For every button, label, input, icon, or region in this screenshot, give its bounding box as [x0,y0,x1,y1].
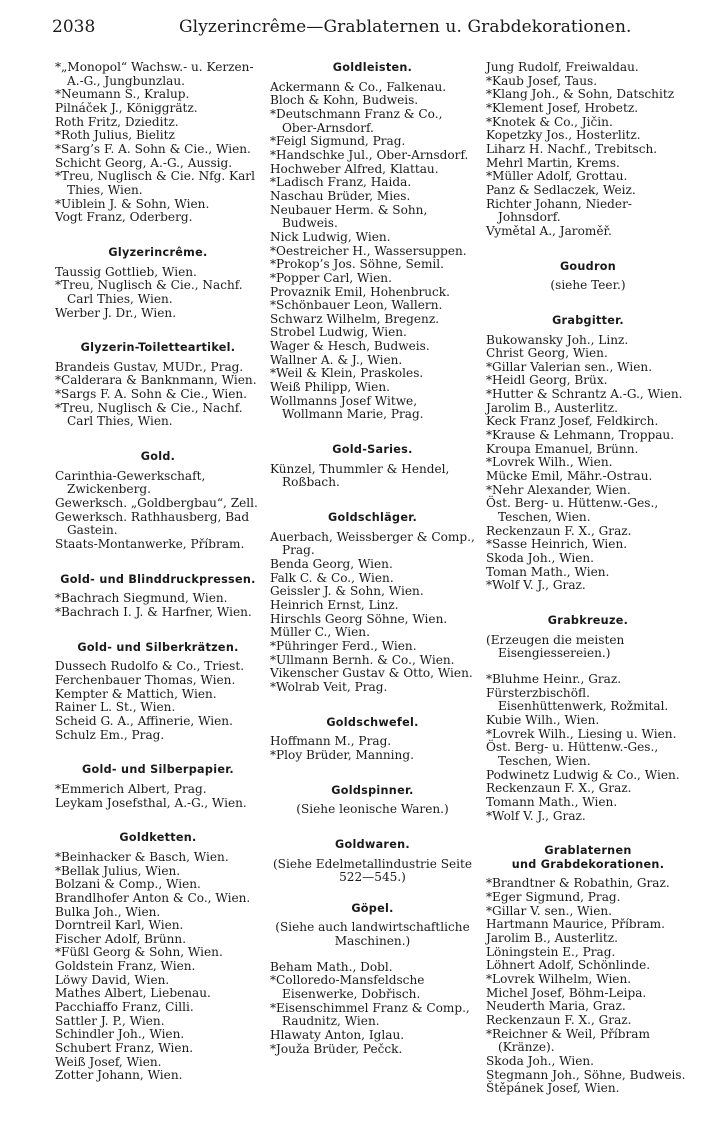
list-item: Ferchenbauer Thomas, Wien. [55,672,236,687]
list-item: Brandeis Gustav, MUDr., Prag. [55,359,244,374]
list-item: *Wolf V. J., Graz. [486,808,586,823]
list-item: *Gillar Valerian sen., Wien. [486,359,653,374]
list-item: *Handschke Jul., Ober-Arnsdorf. [270,147,469,162]
list-item: Schubert Franz, Wien. [55,1041,194,1056]
list-item: Schicht Georg, A.-G., Aussig. [55,155,233,170]
cross-reference-note: (siehe Teer.) [550,278,626,293]
list-item: *Treu, Nuglisch & Cie., Nachf. Carl Thies, Wien. [55,278,243,306]
list-item: Michel Josef, Böhm-Leipa. [486,985,647,1000]
list-item: Tomann Math., Wien. [486,794,618,809]
list-item: *Lovrek Wilhelm, Wien. [486,972,632,987]
list-item: *Klement Josef, Hrobetz. [486,100,639,115]
list-item: Dorntreil Karl, Wien. [55,918,184,933]
list-item: Zotter Johann, Wien. [55,1068,183,1083]
list-item: Richter Johann, Nieder-Johnsdorf. [486,196,632,225]
list-item: *Bluhme Heinr., Graz. [486,671,622,686]
list-item: Jung Rudolf, Freiwaldau. [486,60,639,74]
list-item: Hochweber Alfred, Klattau. [270,161,439,176]
list-item: *Prokop’s Jos. Söhne, Semil. [270,257,444,272]
section-heading-grabgitter: Grabgitter. [552,313,624,327]
running-head: Glyzerincrême—Grablaternen u. Grabdekorationen. [179,17,632,37]
list-item: *Pühringer Ferd., Wien. [270,638,417,653]
list-item: Jarolim B., Austerlitz. [486,931,618,946]
section-heading-goldleisten: Goldleisten. [332,61,413,74]
list-item: *Beinhacker & Basch, Wien. [55,849,229,864]
list-item: Keck Franz Josef, Feldkirch. [486,414,659,429]
list-item: Reckenzaun F. X., Graz. [486,523,632,538]
list-item: Dussech Rudolfo & Co., Triest. [55,659,245,674]
list-item: *Reichner & Weil, Příbram (Kränze). [486,1026,650,1055]
list-item: Löwy David, Wien. [55,972,170,987]
page-header [52,17,692,43]
list-item: *Weil & Klein, Praskoles. [270,366,424,381]
list-item: Goldstein Franz, Wien. [55,959,196,974]
list-item: *Sarg’s F. A. Sohn & Cie., Wien. [55,141,251,156]
section-heading-gold-blinddruckpressen: Gold- und Blinddruckpressen. [60,572,256,586]
list-item: *Kaub Josef, Taus. [486,73,598,88]
list-item: *Sargs F. A. Sohn & Cie., Wien. [55,387,248,402]
list-item: *Ploy Brüder, Manning. [270,747,414,762]
list-item: Öst. Berg- u. Hüttenw.-Ges., Teschen, Wien. [486,496,659,525]
list-item: *Gillar V. sen., Wien. [486,903,613,918]
list-item: Beham Math., Dobl. [270,959,393,974]
section-heading-goepel: Göpel. [351,901,394,915]
list-item: Reckenzaun F. X., Graz. [486,1013,632,1028]
list-item: Hartmann Maurice, Příbram. [486,917,665,932]
list-item: *Sasse Heinrich, Wien. [486,537,628,552]
section-heading-gold-silberpapier: Gold- und Silberpapier. [82,763,234,777]
section-heading-goldschwefel: Goldschwefel. [326,715,419,729]
list-item: *Uiblein J. & Sohn, Wien. [55,196,210,211]
section-heading-gold-saries: Gold-Saries. [332,443,413,457]
section-heading-grabdekorationen: und Grabdekorationen. [511,857,665,871]
list-item: *Krause & Lehmann, Troppau. [486,428,675,443]
list-item: Wallner A. & J., Wien. [270,352,403,367]
list-item: Mehrl Martin, Krems. [486,155,620,170]
section-heading-goldketten: Goldketten. [119,831,197,845]
section-heading-goldwaren: Goldwaren. [335,837,410,851]
list-item: *Lovrek Wilh., Liesing u. Wien. [486,726,677,741]
list-item: Kroupa Emanuel, Brünn. [486,441,639,456]
list-item: Naschau Brüder, Mies. [270,188,411,203]
list-item: Künzel, Thummler & Hendel, Roßbach. [270,461,450,490]
list-item: Mathes Albert, Liebenau. [55,986,211,1001]
list-item: Carinthia-Gewerkschaft, Zwickenberg. [55,468,206,497]
list-item: Roth Fritz, Dzieditz. [55,114,179,129]
list-item: Nick Ludwig, Wien. [270,229,391,244]
list-item: Štěpánek Josef, Wien. [486,1081,620,1096]
list-item: *Treu, Nuglisch & Cie. Nfg. Karl Thies, Wien. [55,169,255,197]
list-item: Scheid G. A., Affinerie, Wien. [55,713,233,728]
cross-reference-note: (Siehe Edelmetallindustrie Seite 522—545.) [272,856,473,885]
list-item: Wager & Hesch, Budweis. [270,339,430,354]
list-item: *Wolf V. J., Graz. [486,578,586,593]
list-item: *„Monopol“ Wachsw.- u. Kerzen-A.-G., Jungbunzlau. [55,60,254,88]
list-item: Auerbach, Weissberger & Comp., Prag. [270,529,475,558]
list-item: Heinrich Ernst, Linz. [270,597,399,612]
list-item: Stegmann Joh., Söhne, Budweis. [486,1067,686,1082]
list-item: Weiß Philipp, Wien. [270,380,390,395]
list-item: Fischer Adolf, Brünn. [55,931,187,946]
list-item: Taussig Gottlieb, Wien. [55,264,197,279]
list-item: *Oestreicher H., Wassersuppen. [270,243,467,258]
section-heading-goudron: Goudron [559,259,617,273]
list-item: Schindler Joh., Wien. [55,1027,185,1042]
list-item: *Eger Sigmund, Prag. [486,890,621,905]
list-item: Leykam Josefsthal, A.-G., Wien. [55,795,247,810]
cross-reference-note: (Erzeugen die meisten Eisengiessereien.) [486,632,625,661]
list-item: Mücke Emil, Mähr.-Ostrau. [486,469,653,484]
column-right [486,61,690,1096]
list-item: Sattler J. P., Wien. [55,1013,165,1028]
list-item: *Knotek & Co., Jičin. [486,114,613,129]
list-item: Gewerksch. Rathhausberg, Bad Gastein. [55,509,250,538]
list-item: Wollmanns Josef Witwe, Wollmann Marie, Prag. [270,393,424,422]
list-item: Werber J. Dr., Wien. [55,305,177,320]
section-heading-gold: Gold. [140,450,176,464]
list-item: *Hutter & Schrantz A.-G., Wien. [486,387,683,402]
list-item: Öst. Berg- u. Hüttenw.-Ges., Teschen, Wien. [486,740,659,768]
list-item: *Popper Carl, Wien. [270,270,392,285]
list-item: Bukowansky Joh., Linz. [486,332,629,347]
list-item: *Bachrach I. J. & Harfner, Wien. [55,605,252,619]
list-item: Schulz Em., Prag. [55,727,165,742]
list-item: Hirschls Georg Söhne, Wien. [270,611,448,626]
list-item: Gewerksch. „Goldbergbau“, Zell. [55,496,258,511]
list-item: Pacchiaffo Franz, Cilli. [55,1000,194,1015]
list-item: Neubauer Herm. & Sohn, Budweis. [270,202,428,231]
list-item: Hlawaty Anton, Iglau. [270,1028,405,1043]
list-item: Kopetzky Jos., Hosterlitz. [486,128,641,143]
list-item: *Wolrab Veit, Prag. [270,679,388,694]
column-middle [270,61,475,1056]
list-item: *Schönbauer Leon, Wallern. [270,298,443,313]
list-item: Falk C. & Co., Wien. [270,570,394,585]
list-item: *Calderara & Banknmann, Wien. [55,373,257,388]
list-item: Podwinetz Ludwig & Co., Wien. [486,767,680,782]
list-item: *Emmerich Albert, Prag. [55,781,207,796]
list-item: Skoda Joh., Wien. [486,1054,595,1068]
list-item: *Roth Julius, Bielitz [55,128,175,143]
list-item: *Müller Adolf, Grottau. [486,169,628,184]
list-item: Schwarz Wilhelm, Bregenz. [270,311,440,326]
list-item: *Bellak Julius, Wien. [55,863,181,878]
list-item: Toman Math., Wien. [486,564,610,579]
list-item: Christ Georg, Wien. [486,346,608,361]
list-item: Skoda Joh., Wien. [486,551,595,565]
list-item: Kempter & Mattich, Wien. [55,686,217,701]
list-item: *Eisenschimmel Franz & Comp., Raudnitz, Wien. [270,1000,470,1029]
list-item: Bolzani & Comp., Wien. [55,877,201,892]
list-item: *Ullmann Bernh. & Co., Wien. [270,652,455,667]
list-item: Benda Georg, Wien. [270,557,393,571]
list-item: Liharz H. Nachf., Trebitsch. [486,141,658,156]
list-item: Strobel Ludwig, Wien. [270,325,407,340]
list-item: *Neumann S., Kralup. [55,87,190,102]
list-item: Rainer L. St., Wien. [55,700,176,715]
section-heading-glyzerincreme: Glyzerincrême. [108,245,208,259]
list-item: *Lovrek Wilh., Wien. [486,455,613,470]
list-item: *Deutschmann Franz & Co., Ober-Arnsdorf. [270,106,443,135]
list-item: Geissler J. & Sohn, Wien. [270,584,424,599]
list-item: Löningstein E., Prag. [486,944,616,959]
list-item: Löhnert Adolf, Schönlinde. [486,958,651,973]
list-item: Ackermann & Co., Falkenau. [270,79,447,94]
list-item: Reckenzaun F. X., Graz. [486,781,632,796]
list-item: Vymětal A., Jaroměř. [486,223,612,238]
list-item: Hoffmann M., Prag. [270,734,392,749]
list-item: Panz & Sedlaczek, Weiz. [486,182,636,197]
list-item: Fürsterzbischöfl. Eisenhüttenwerk, Rožmital. [486,685,669,714]
list-item: Jarolim B., Austerlitz. [486,400,618,415]
list-item: Vikenscher Gustav & Otto, Wien. [270,666,473,681]
list-item: *Füßl Georg & Sohn, Wien. [55,945,223,960]
list-item: *Klang Joh., & Sohn, Datschitz [486,87,675,102]
cross-reference-note: (Siehe leonische Waren.) [296,802,449,817]
list-item: Weiß Josef, Wien. [55,1054,162,1069]
list-item: *Brandtner & Robathin, Graz. [486,876,670,891]
list-item: Kubie Wilh., Wien. [486,712,600,727]
list-item: Neuderth Maria, Graz. [486,999,626,1014]
section-heading-goldspinner: Goldspinner. [331,783,414,797]
section-heading-gold-silberkraetzen: Gold- und Silberkrätzen. [77,640,239,654]
list-item: *Ladisch Franz, Haida. [270,175,412,190]
section-heading-grabkreuze: Grabkreuze. [547,613,629,627]
list-item: Bulka Joh., Wien. [55,904,161,919]
column-left [55,61,261,1083]
list-item: Vogt Franz, Oderberg. [55,210,193,225]
list-item: *Treu, Nuglisch & Cie., Nachf. Carl Thies, Wien. [55,400,243,429]
list-item: Provaznik Emil, Hohenbruck. [270,284,450,299]
section-heading-glyzerin-toiletteartikel: Glyzerin-Toiletteartikel. [80,341,236,355]
page-number: 2038 [52,17,96,37]
list-item: Brandlhofer Anton & Co., Wien. [55,890,251,905]
section-heading-goldschlaeger: Goldschläger. [327,511,418,525]
list-item: *Colloredo-Mansfeldsche Eisenwerke, Dobřisch. [270,973,425,1002]
list-item: Müller C., Wien. [270,625,370,640]
cross-reference-note: (Siehe auch landwirtschaftliche Maschinen.) [275,920,470,949]
list-item: *Feigl Sigmund, Prag. [270,134,406,149]
list-item: *Bachrach Siegmund, Wien. [55,591,228,606]
entry-list [55,61,261,225]
list-item: Bloch & Kohn, Budweis. [270,93,419,108]
list-item: Pilnáček J., Königgrätz. [55,100,198,115]
section-heading-grablaternen: Grablaternen [544,844,632,858]
list-item: Staats-Montanwerke, Příbram. [55,537,245,552]
list-item: *Jouža Brüder, Pečck. [270,1041,403,1056]
list-item: *Nehr Alexander, Wien. [486,482,631,497]
list-item: *Heidl Georg, Brüx. [486,373,608,388]
